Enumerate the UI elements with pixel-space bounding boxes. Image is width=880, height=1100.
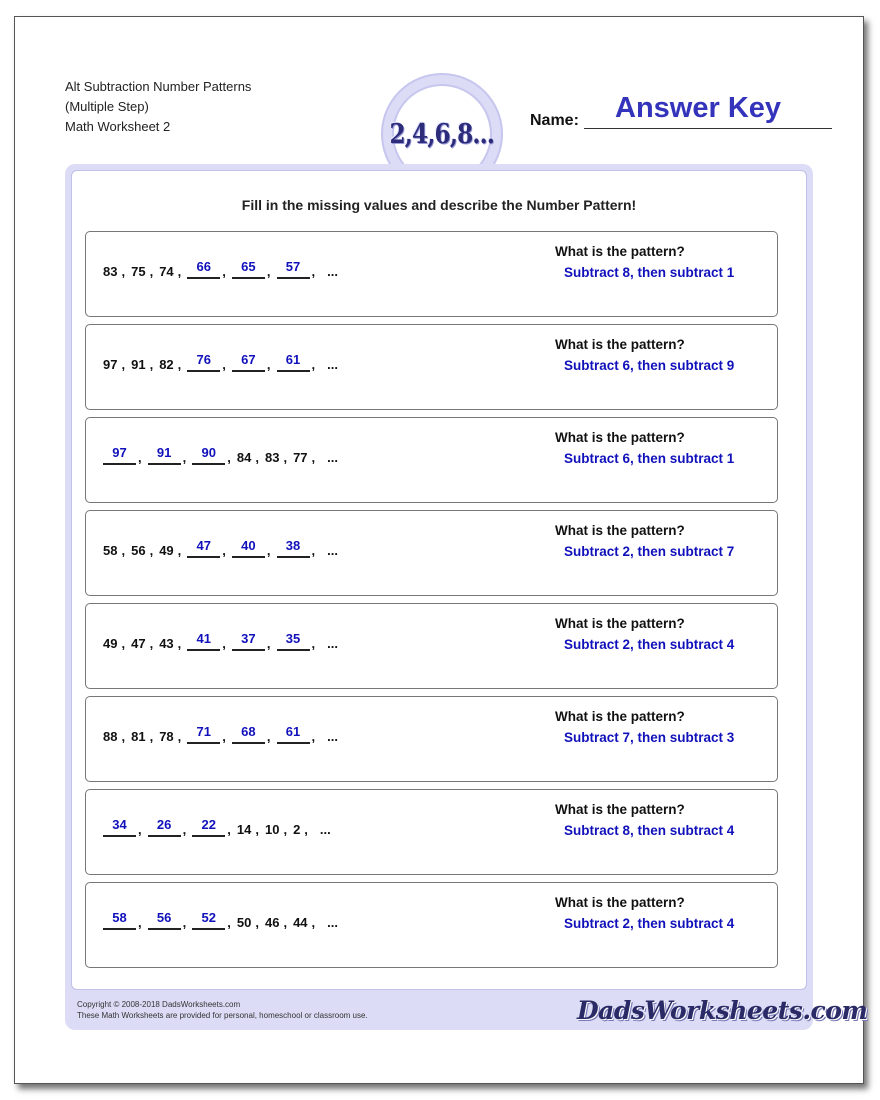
pattern-answer: Subtract 6, then subtract 1 [564, 451, 735, 466]
problem-box [85, 231, 778, 317]
comma: , [182, 450, 187, 465]
comma: , [177, 264, 182, 279]
sequence-term: 14 [236, 822, 252, 837]
comma: , [121, 264, 126, 279]
pattern-answer: Subtract 2, then subtract 7 [564, 544, 735, 559]
sequence-term: 46 [264, 915, 280, 930]
instructions: Fill in the missing values and describe the Number Pattern! [241, 197, 637, 213]
answer-blank: 61 [277, 724, 310, 744]
problem-box [85, 603, 778, 689]
sequence-term: 43 [159, 636, 174, 651]
pattern-question: What is the pattern? [555, 430, 685, 445]
comma: , [311, 543, 316, 558]
sequence-term: 83 [264, 450, 280, 465]
dadsworksheets-logo: DadsWorksheets.com [577, 996, 868, 1025]
sequence-term: 44 [293, 915, 308, 930]
comma: , [182, 915, 187, 930]
comma: , [283, 450, 288, 465]
comma: , [121, 729, 126, 744]
comma: , [311, 264, 316, 279]
sequence-term: 77 [293, 450, 308, 465]
sequence-term: 81 [131, 729, 146, 744]
comma: , [222, 636, 226, 651]
number-sequence [103, 352, 338, 372]
problem-box [85, 696, 778, 782]
sequence-term: 50 [236, 915, 252, 930]
ellipsis: ... [327, 450, 338, 465]
answer-blank: 56 [148, 910, 181, 930]
copyright-text: Copyright © 2008-2018 DadsWorksheets.com [77, 1000, 241, 1009]
name-line [584, 128, 832, 129]
answer-blank: 91 [148, 445, 181, 465]
comma: , [283, 822, 288, 837]
comma: , [149, 729, 154, 744]
answer-blank: 41 [187, 631, 220, 651]
comma: , [227, 915, 231, 930]
sequence-term: 75 [131, 264, 146, 279]
name-label: Name: [530, 112, 579, 129]
pattern-question: What is the pattern? [555, 709, 685, 724]
sequence-term: 88 [103, 729, 118, 744]
comma: , [149, 543, 154, 558]
answer-blank: 67 [232, 352, 265, 372]
sequence-term: 78 [159, 729, 174, 744]
answer-blank: 26 [148, 817, 181, 837]
comma: , [311, 915, 316, 930]
comma: , [255, 450, 259, 465]
sequence-term: 82 [159, 357, 174, 372]
pattern-question: What is the pattern? [555, 244, 685, 259]
number-sequence [103, 259, 338, 279]
sequence-term: 2 [293, 822, 301, 837]
answer-blank: 97 [103, 445, 136, 465]
pattern-question: What is the pattern? [555, 802, 685, 817]
answer-blank: 76 [187, 352, 220, 372]
answer-blank: 65 [232, 259, 265, 279]
answer-blank: 57 [277, 259, 310, 279]
comma: , [121, 543, 126, 558]
answer-blank: 61 [277, 352, 310, 372]
answer-blank: 52 [192, 910, 225, 930]
ellipsis: ... [327, 915, 338, 930]
comma: , [311, 450, 316, 465]
comma: , [121, 636, 126, 651]
ellipsis: ... [327, 357, 338, 372]
comma: , [177, 636, 182, 651]
pattern-question: What is the pattern? [555, 337, 685, 352]
comma: , [222, 729, 226, 744]
answer-blank: 58 [103, 910, 136, 930]
answer-blank: 71 [187, 724, 220, 744]
answer-blank: 35 [277, 631, 310, 651]
answer-blank: 40 [232, 538, 265, 558]
answer-blank: 90 [192, 445, 225, 465]
comma: , [121, 357, 126, 372]
answer-blank: 47 [187, 538, 220, 558]
sequence-term: 84 [236, 450, 252, 465]
comma: , [149, 636, 154, 651]
problem-box [85, 510, 778, 596]
comma: , [266, 729, 271, 744]
comma: , [227, 822, 231, 837]
comma: , [222, 357, 226, 372]
comma: , [283, 915, 288, 930]
sequence-term: 47 [131, 636, 146, 651]
comma: , [138, 822, 142, 837]
comma: , [138, 450, 142, 465]
answer-blank: 68 [232, 724, 265, 744]
pattern-question: What is the pattern? [555, 895, 685, 910]
sequence-term: 74 [159, 264, 174, 279]
number-sequence [103, 538, 338, 558]
pattern-answer: Subtract 2, then subtract 4 [564, 916, 735, 931]
answer-blank: 38 [277, 538, 310, 558]
title-line-3: Math Worksheet 2 [65, 119, 171, 134]
footer-copyright [77, 999, 368, 1021]
comma: , [311, 636, 316, 651]
sequence-term: 83 [103, 264, 118, 279]
comma: , [311, 357, 316, 372]
usage-notice: These Math Worksheets are provided for personal, homeschool or classroom use. [77, 1011, 368, 1020]
ellipsis: ... [327, 636, 338, 651]
sequence-term: 56 [131, 543, 146, 558]
ellipsis: ... [327, 543, 338, 558]
worksheet-title [65, 77, 251, 137]
pattern-question: What is the pattern? [555, 523, 685, 538]
comma: , [266, 264, 271, 279]
answer-blank: 37 [232, 631, 265, 651]
comma: , [149, 357, 154, 372]
comma: , [182, 822, 187, 837]
pattern-answer: Subtract 8, then subtract 4 [564, 823, 735, 838]
ellipsis: ... [327, 729, 338, 744]
answer-blank: 66 [187, 259, 220, 279]
problem-box [85, 417, 778, 503]
title-line-1: Alt Subtraction Number Patterns [65, 79, 252, 94]
comma: , [266, 543, 271, 558]
comma: , [149, 264, 154, 279]
sequence-term: 10 [264, 822, 280, 837]
comma: , [255, 822, 259, 837]
comma: , [177, 543, 182, 558]
sequence-term: 58 [103, 543, 118, 558]
comma: , [304, 822, 308, 837]
comma: , [227, 450, 231, 465]
number-sequence [103, 631, 338, 651]
ellipsis: ... [327, 264, 338, 279]
problem-box [85, 882, 778, 968]
comma: , [222, 264, 226, 279]
answer-blank: 22 [192, 817, 225, 837]
number-sequence [103, 910, 338, 930]
comma: , [177, 729, 182, 744]
answer-blank: 34 [103, 817, 136, 837]
answer-key-title: Answer Key [615, 92, 782, 124]
number-sequence [103, 445, 338, 465]
pattern-question: What is the pattern? [555, 616, 685, 631]
sequence-term: 49 [159, 543, 174, 558]
sequence-term: 97 [103, 357, 118, 372]
pattern-answer: Subtract 6, then subtract 9 [564, 358, 735, 373]
problem-box [85, 789, 778, 875]
comma: , [138, 915, 142, 930]
pattern-answer: Subtract 2, then subtract 4 [564, 637, 735, 652]
logo-text: 2,4,6,8... [389, 118, 495, 150]
pattern-answer: Subtract 7, then subtract 3 [564, 730, 735, 745]
comma: , [311, 729, 316, 744]
sequence-term: 49 [103, 636, 118, 651]
pattern-answer: Subtract 8, then subtract 1 [564, 265, 735, 280]
comma: , [266, 636, 271, 651]
sequence-term: 91 [131, 357, 146, 372]
comma: , [222, 543, 226, 558]
problems-panel [71, 170, 807, 990]
comma: , [255, 915, 259, 930]
comma: , [177, 357, 182, 372]
number-sequence [103, 724, 338, 744]
worksheet-frame [65, 164, 868, 1030]
worksheet-page [14, 16, 868, 1084]
title-line-2: (Multiple Step) [65, 99, 149, 114]
ellipsis: ... [319, 822, 331, 837]
comma: , [266, 357, 271, 372]
number-sequence [103, 817, 331, 837]
problem-box [85, 324, 778, 410]
